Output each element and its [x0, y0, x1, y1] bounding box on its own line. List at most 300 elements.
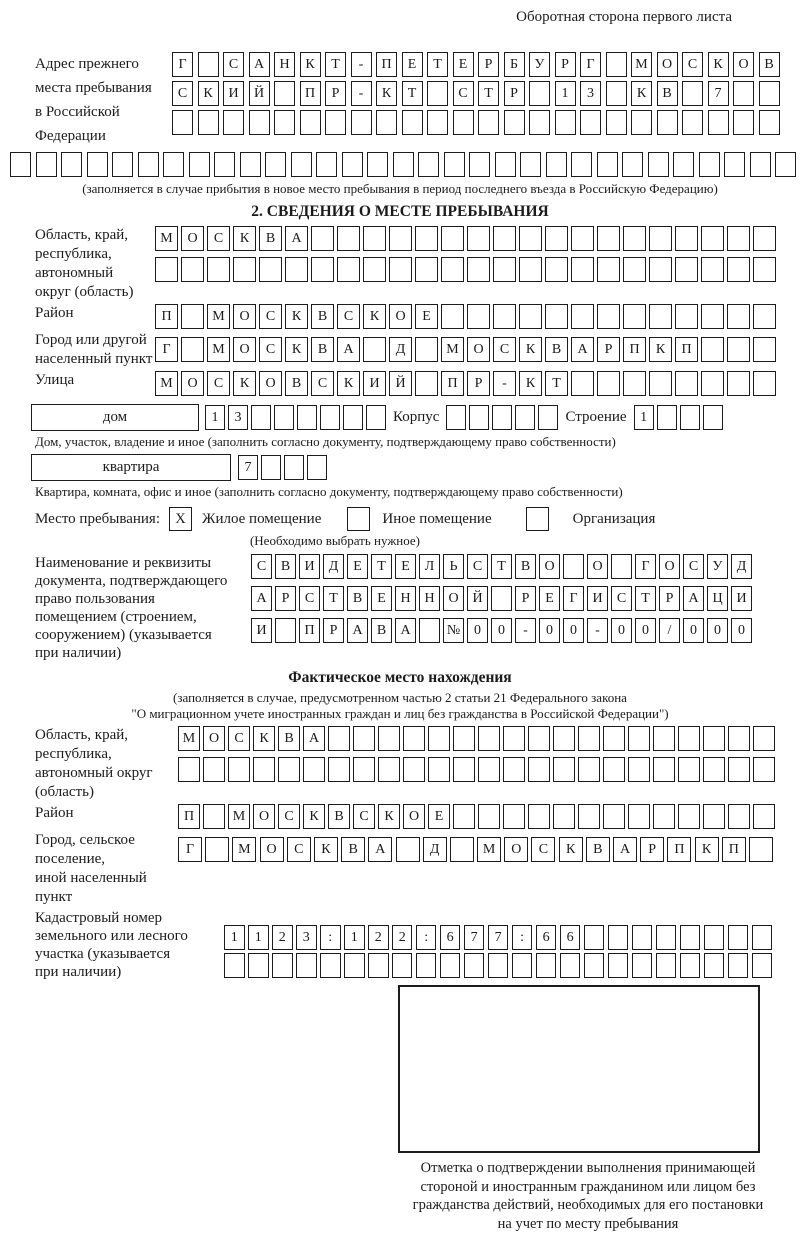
char-cell — [545, 257, 568, 282]
char-cell — [403, 726, 425, 751]
confirmation-stamp-note — [378, 1159, 798, 1233]
char-cell: О — [403, 804, 425, 829]
char-cell: С — [493, 337, 516, 362]
prev-address-label — [10, 52, 172, 148]
house-row — [31, 404, 790, 431]
prev-address-row-3 — [172, 110, 780, 135]
char-cell — [441, 257, 464, 282]
char-cell: О — [233, 304, 256, 329]
char-cell — [467, 226, 490, 251]
char-cell: В — [278, 726, 300, 751]
char-cell: С — [531, 837, 555, 862]
char-cell — [759, 81, 780, 106]
char-cell: С — [259, 304, 282, 329]
char-cell: С — [251, 554, 272, 579]
char-cell — [248, 953, 269, 978]
char-cell: В — [285, 371, 308, 396]
char-cell — [450, 837, 474, 862]
char-cell — [181, 304, 204, 329]
char-cell — [701, 304, 724, 329]
char-cell — [733, 110, 754, 135]
char-cell — [699, 152, 720, 177]
char-cell — [545, 304, 568, 329]
char-cell: К — [631, 81, 652, 106]
char-cell — [353, 726, 375, 751]
char-cell — [138, 152, 159, 177]
char-cell — [112, 152, 133, 177]
char-cell — [389, 257, 412, 282]
char-cell — [378, 757, 400, 782]
char-cell: Д — [323, 554, 344, 579]
char-cell: О — [467, 337, 490, 362]
region-row-2 — [155, 257, 776, 282]
char-cell — [728, 925, 749, 950]
char-cell: И — [363, 371, 386, 396]
char-cell — [504, 110, 525, 135]
char-cell — [571, 226, 594, 251]
char-cell: Г — [178, 837, 202, 862]
char-cell: : — [512, 925, 533, 950]
char-cell — [503, 726, 525, 751]
char-cell: С — [467, 554, 488, 579]
char-cell: 0 — [611, 618, 632, 643]
char-cell — [753, 257, 776, 282]
char-cell — [649, 257, 672, 282]
char-cell — [675, 371, 698, 396]
char-cell — [155, 257, 178, 282]
char-cell — [495, 152, 516, 177]
char-cell — [680, 925, 701, 950]
char-cell — [428, 757, 450, 782]
char-cell — [181, 337, 204, 362]
char-cell: Р — [504, 81, 525, 106]
char-cell — [775, 152, 796, 177]
label-line: помещением (строением, — [35, 608, 251, 626]
prev-address-block — [10, 52, 790, 148]
char-cell — [538, 405, 558, 430]
char-cell: Н — [274, 52, 295, 77]
apartment-row — [31, 454, 790, 481]
char-cell: О — [181, 371, 204, 396]
char-cell: С — [259, 337, 282, 362]
char-cell: С — [223, 52, 244, 77]
char-cell — [467, 257, 490, 282]
char-cell — [464, 953, 485, 978]
char-cell — [87, 152, 108, 177]
char-cell: 0 — [563, 618, 584, 643]
char-cell — [296, 953, 317, 978]
char-cell: В — [347, 586, 368, 611]
region-label — [10, 226, 155, 302]
char-cell — [649, 226, 672, 251]
char-cell — [611, 554, 632, 579]
label-line: автономный — [35, 264, 155, 283]
char-cell — [728, 757, 750, 782]
char-cell — [469, 405, 489, 430]
char-cell — [428, 726, 450, 751]
char-cell — [376, 110, 397, 135]
char-cell: 1 — [224, 925, 245, 950]
char-cell — [657, 405, 677, 430]
char-cell — [441, 304, 464, 329]
char-cell: В — [341, 837, 365, 862]
char-cell — [272, 953, 293, 978]
char-cell — [623, 257, 646, 282]
char-cell: М — [228, 804, 250, 829]
char-cell: С — [287, 837, 311, 862]
char-cell — [378, 726, 400, 751]
char-cell: У — [707, 554, 728, 579]
char-cell — [749, 837, 773, 862]
char-cell: 0 — [539, 618, 560, 643]
char-cell — [649, 371, 672, 396]
char-cell — [328, 757, 350, 782]
char-cell — [415, 371, 438, 396]
street-row — [155, 371, 776, 396]
char-cell: И — [223, 81, 244, 106]
residential-label: Жилое помещение — [202, 511, 321, 528]
char-cell — [753, 371, 776, 396]
char-cell — [478, 110, 499, 135]
char-cell — [708, 110, 729, 135]
char-cell: Н — [395, 586, 416, 611]
char-cell: П — [299, 618, 320, 643]
label-line: республика, — [35, 745, 178, 764]
prev-address-row-1 — [172, 52, 780, 77]
char-cell — [701, 371, 724, 396]
char-cell — [181, 257, 204, 282]
char-cell — [316, 152, 337, 177]
char-cell — [427, 110, 448, 135]
char-cell: 7 — [464, 925, 485, 950]
char-cell: 7 — [488, 925, 509, 950]
char-cell: Р — [478, 52, 499, 77]
char-cell — [198, 110, 219, 135]
char-cell: Е — [428, 804, 450, 829]
char-cell — [163, 152, 184, 177]
char-cell: Й — [389, 371, 412, 396]
char-cell — [311, 257, 334, 282]
char-cell — [597, 257, 620, 282]
char-cell: Т — [323, 586, 344, 611]
char-cell — [728, 804, 750, 829]
char-cell — [753, 337, 776, 362]
char-cell: Е — [539, 586, 560, 611]
char-cell — [753, 226, 776, 251]
char-cell: 1 — [248, 925, 269, 950]
fact-region-row-1 — [178, 726, 775, 751]
char-cell — [441, 226, 464, 251]
char-cell: 0 — [731, 618, 752, 643]
char-cell — [623, 226, 646, 251]
char-cell: С — [453, 81, 474, 106]
note-line: гражданства действий, необходимых для его постановки — [378, 1196, 798, 1215]
char-cell — [528, 804, 550, 829]
char-cell: О — [659, 554, 680, 579]
char-cell — [467, 304, 490, 329]
char-cell: К — [519, 371, 542, 396]
korpus-cells — [446, 405, 558, 430]
other-premises-label: Иное помещение — [382, 511, 491, 528]
char-cell: С — [353, 804, 375, 829]
char-cell — [675, 257, 698, 282]
char-cell: А — [683, 586, 704, 611]
document-block — [10, 554, 790, 662]
char-cell: - — [351, 81, 372, 106]
char-cell: К — [198, 81, 219, 106]
char-cell: П — [623, 337, 646, 362]
char-cell — [503, 804, 525, 829]
char-cell — [392, 953, 413, 978]
char-cell — [571, 257, 594, 282]
char-cell — [545, 226, 568, 251]
char-cell: В — [515, 554, 536, 579]
char-cell — [198, 52, 219, 77]
label-line: места пребывания — [35, 76, 172, 100]
char-cell: : — [320, 925, 341, 950]
char-cell — [653, 804, 675, 829]
char-cell — [580, 110, 601, 135]
char-cell — [606, 110, 627, 135]
char-cell — [403, 757, 425, 782]
char-cell: П — [178, 804, 200, 829]
char-cell: 7 — [238, 455, 258, 480]
char-cell: О — [539, 554, 560, 579]
char-cell — [750, 152, 771, 177]
char-cell — [727, 371, 750, 396]
char-cell — [363, 257, 386, 282]
char-cell — [440, 953, 461, 978]
char-cell — [653, 726, 675, 751]
char-cell — [553, 726, 575, 751]
char-cell — [320, 953, 341, 978]
char-cell — [416, 953, 437, 978]
city-row — [155, 337, 776, 362]
char-cell — [753, 804, 775, 829]
char-cell — [61, 152, 82, 177]
char-cell — [603, 726, 625, 751]
char-cell: Г — [155, 337, 178, 362]
char-cell — [682, 81, 703, 106]
char-cell — [675, 226, 698, 251]
char-cell: Е — [347, 554, 368, 579]
fact-district-block — [10, 804, 790, 829]
char-cell — [733, 81, 754, 106]
document-row-1 — [251, 554, 752, 579]
char-cell: 1 — [634, 405, 654, 430]
char-cell: 0 — [707, 618, 728, 643]
fact-caption-2: "О миграционном учете иностранных граждан и лиц без гражданства в Российской Федерации") — [10, 706, 790, 722]
char-cell — [520, 152, 541, 177]
char-cell — [249, 110, 270, 135]
char-cell: К — [233, 371, 256, 396]
char-cell: О — [504, 837, 528, 862]
char-cell — [608, 925, 629, 950]
char-cell: В — [657, 81, 678, 106]
char-cell: К — [559, 837, 583, 862]
apartment-number-cells — [238, 455, 327, 480]
label-line: Кадастровый номер — [35, 909, 224, 927]
char-cell: В — [259, 226, 282, 251]
fact-region-row-2 — [178, 757, 775, 782]
char-cell: 1 — [205, 405, 225, 430]
char-cell — [578, 726, 600, 751]
char-cell: 6 — [560, 925, 581, 950]
stroenie-label: Строение — [565, 409, 626, 426]
char-cell: А — [249, 52, 270, 77]
confirmation-stamp-box — [398, 985, 760, 1153]
char-cell: 2 — [368, 925, 389, 950]
char-cell: М — [232, 837, 256, 862]
char-cell: К — [378, 804, 400, 829]
document-row-3 — [251, 618, 752, 643]
prev-address-row-4 — [10, 152, 790, 177]
char-cell: Р — [467, 371, 490, 396]
note-line: стороной и иностранным гражданином или лицом без — [378, 1178, 798, 1197]
organization-label: Организация — [573, 511, 656, 528]
char-cell: К — [285, 304, 308, 329]
char-cell — [328, 726, 350, 751]
char-cell: В — [311, 304, 334, 329]
page-side-note: Оборотная сторона первого листа — [10, 9, 790, 26]
label-line: автономный округ — [35, 764, 178, 783]
label-line: право пользования — [35, 590, 251, 608]
char-cell — [203, 804, 225, 829]
char-cell: Т — [491, 554, 512, 579]
char-cell — [631, 110, 652, 135]
char-cell — [546, 152, 567, 177]
char-cell — [469, 152, 490, 177]
char-cell: К — [649, 337, 672, 362]
char-cell: О — [203, 726, 225, 751]
char-cell: В — [586, 837, 610, 862]
char-cell — [529, 110, 550, 135]
char-cell: О — [253, 804, 275, 829]
char-cell: М — [178, 726, 200, 751]
char-cell — [653, 757, 675, 782]
char-cell — [560, 953, 581, 978]
char-cell — [623, 304, 646, 329]
char-cell — [728, 726, 750, 751]
char-cell — [632, 925, 653, 950]
char-cell: К — [376, 81, 397, 106]
label-line: участка (указывается — [35, 945, 224, 963]
char-cell — [603, 757, 625, 782]
char-cell: 7 — [708, 81, 729, 106]
char-cell: № — [443, 618, 464, 643]
char-cell: В — [759, 52, 780, 77]
char-cell — [415, 337, 438, 362]
char-cell — [274, 81, 295, 106]
char-cell — [606, 52, 627, 77]
document-label — [10, 554, 251, 662]
char-cell: 6 — [536, 925, 557, 950]
label-line: земельного или лесного — [35, 927, 224, 945]
char-cell: О — [181, 226, 204, 251]
char-cell — [344, 953, 365, 978]
char-cell — [649, 304, 672, 329]
char-cell — [680, 953, 701, 978]
char-cell — [584, 953, 605, 978]
char-cell: С — [228, 726, 250, 751]
char-cell: О — [259, 371, 282, 396]
house-box-label: дом — [31, 404, 199, 431]
char-cell — [285, 257, 308, 282]
char-cell — [628, 804, 650, 829]
char-cell — [673, 152, 694, 177]
char-cell: Е — [371, 586, 392, 611]
char-cell: К — [233, 226, 256, 251]
char-cell — [512, 953, 533, 978]
char-cell: 3 — [228, 405, 248, 430]
char-cell — [453, 804, 475, 829]
char-cell — [493, 304, 516, 329]
char-cell: К — [337, 371, 360, 396]
char-cell: Р — [640, 837, 664, 862]
fact-city-label — [10, 831, 178, 907]
char-cell — [311, 226, 334, 251]
char-cell: 6 — [440, 925, 461, 950]
char-cell — [682, 110, 703, 135]
char-cell: С — [207, 226, 230, 251]
char-cell: М — [477, 837, 501, 862]
city-label — [10, 331, 155, 369]
char-cell: К — [300, 52, 321, 77]
char-cell — [278, 757, 300, 782]
fact-region-block — [10, 726, 790, 802]
char-cell — [337, 257, 360, 282]
stay-type-label: Место пребывания: — [35, 511, 160, 528]
fact-city-block — [10, 831, 790, 907]
char-cell — [342, 152, 363, 177]
char-cell — [205, 837, 229, 862]
char-cell: С — [299, 586, 320, 611]
char-cell — [261, 455, 281, 480]
char-cell: П — [667, 837, 691, 862]
char-cell — [402, 110, 423, 135]
char-cell — [453, 726, 475, 751]
char-cell — [701, 337, 724, 362]
char-cell — [351, 110, 372, 135]
char-cell — [251, 405, 271, 430]
char-cell: А — [285, 226, 308, 251]
note-line: на учет по месту пребывания — [378, 1215, 798, 1233]
char-cell: - — [515, 618, 536, 643]
char-cell: И — [299, 554, 320, 579]
char-cell: Н — [419, 586, 440, 611]
char-cell — [343, 405, 363, 430]
label-line: при наличии) — [35, 963, 224, 981]
document-row-2 — [251, 586, 752, 611]
stay-type-note: (Необходимо выбрать нужное) — [10, 533, 790, 549]
label-line: документа, подтверждающего — [35, 572, 251, 590]
apartment-caption: Квартира, комната, офис и иное (заполнить согласно документу, подтверждающему право собственности) — [10, 484, 790, 500]
char-cell — [571, 304, 594, 329]
note-line: Отметка о подтверждении выполнения принимающей — [378, 1159, 798, 1178]
char-cell: К — [519, 337, 542, 362]
char-cell: П — [722, 837, 746, 862]
char-cell — [753, 726, 775, 751]
char-cell: С — [611, 586, 632, 611]
char-cell — [478, 804, 500, 829]
char-cell: Ь — [443, 554, 464, 579]
char-cell — [578, 804, 600, 829]
char-cell — [553, 757, 575, 782]
char-cell — [363, 226, 386, 251]
char-cell: 2 — [392, 925, 413, 950]
char-cell: В — [545, 337, 568, 362]
char-cell: О — [389, 304, 412, 329]
